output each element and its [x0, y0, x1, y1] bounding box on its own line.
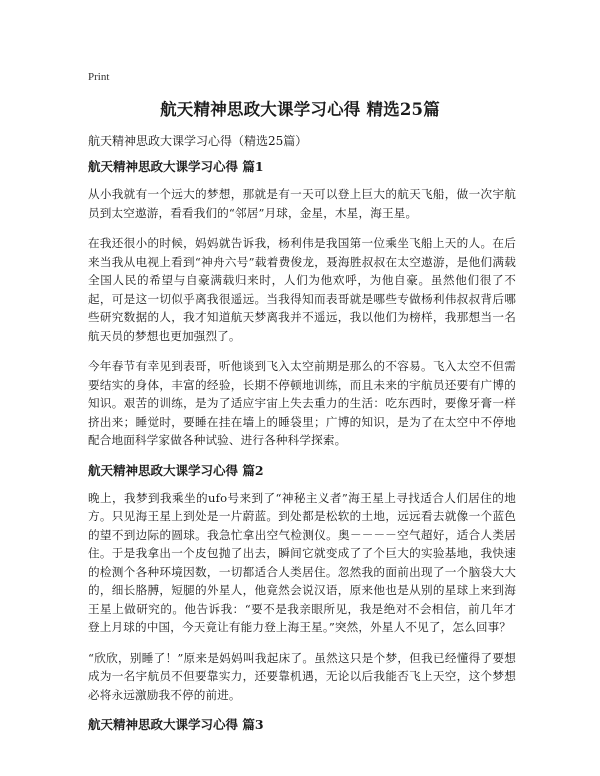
article-section-3 [88, 716, 516, 734]
paragraph: 今年春节有幸见到表哥，听他谈到飞入太空前期是那么的不容易。飞入太空不但需要结实的身体，丰富的经验，长期不停顿地训练，而且未来的宇航员还要有广博的知识。艰苦的训练，是为了适应宇宙上失去重力的生活：吃东西时，要像牙膏一样挤出来；睡觉时，要睡在挂在墙上的睡袋里；广博的知识，是为了在太空中不停地配合地面科学家做各种试验、进行各种科学探索。 [88, 359, 516, 447]
section-heading: 航天精神思政大课学习心得 篇1 [88, 159, 264, 174]
paragraph: 在我还很小的时候，妈妈就告诉我，杨利伟是我国第一位乘坐飞船上天的人。在后来当我从电视上看到“神舟六号”载着费俊龙，聂海胜叔叔在太空遨游，是他们满载全国人民的希望与自豪满载归来时，人们为他欢呼，为他自豪。虽然他们很了不起，可是这一切似乎离我很遥远。当我得知而表哥就是哪些专做杨利伟叔叔背后哪些研究数据的人，我才知道航天梦离我并不遥远，我以他们为榜样，我那想当一名航天员的梦想也更加强烈了。 [88, 236, 516, 343]
section-heading: 航天精神思政大课学习心得 篇2 [88, 462, 264, 478]
paragraph: 晚上，我梦到我乘坐的ufo号来到了“神秘主义者”海王星上寻找适合人们居住的地方。只见海王星上到处是一片蔚蓝。到处都是松软的土地，远远看去就像一个蓝色的望不到边际的圆球。我急忙拿出空气检测仪。奥－－－－空气超好，适合人类居住。于是我拿出一个皮包抛了出去，瞬间它就变成了了个巨大的实验基地，我快速的检测个各种环境因数，一切都适合人类居住。忽然我的面前出现了一个脑袋大大的，细长胳膊，短腿的外星人，他竟然会说汉语，原来他也是从别的星球上来到海王星上做研究的。他告诉我：“要不是我亲眼所见，我是绝对不会相信，前几年才登上月球的中国，今天竟让有能力登上海王星。”突然，外星人不见了，怎么回事？ [88, 490, 516, 634]
article-section-2 [88, 462, 516, 705]
article-body [88, 158, 516, 743]
paragraph: 从小我就有一个远大的梦想，那就是有一天可以登上巨大的航天飞船，做一次宇航员到太空遨游，看看我们的“邻居”月球，金星，木星，海王星。 [88, 187, 516, 220]
page-subtitle: 航天精神思政大课学习心得（精选25篇） [88, 134, 308, 148]
print-label: Print [88, 71, 110, 83]
article-section-1 [88, 158, 516, 450]
page-title: 航天精神思政大课学习心得 精选25篇 [160, 100, 440, 119]
paragraph: “欣欣，别睡了！”原来是妈妈叫我起床了。虽然这只是个梦，但我已经懂得了要想成为一名宇航员不但要靠实力，还要靠机遇，无论以后我能否飞上天空，这个梦想必将永远激励我不停的前进。 [88, 650, 516, 702]
section-heading: 航天精神思政大课学习心得 篇3 [88, 717, 264, 732]
